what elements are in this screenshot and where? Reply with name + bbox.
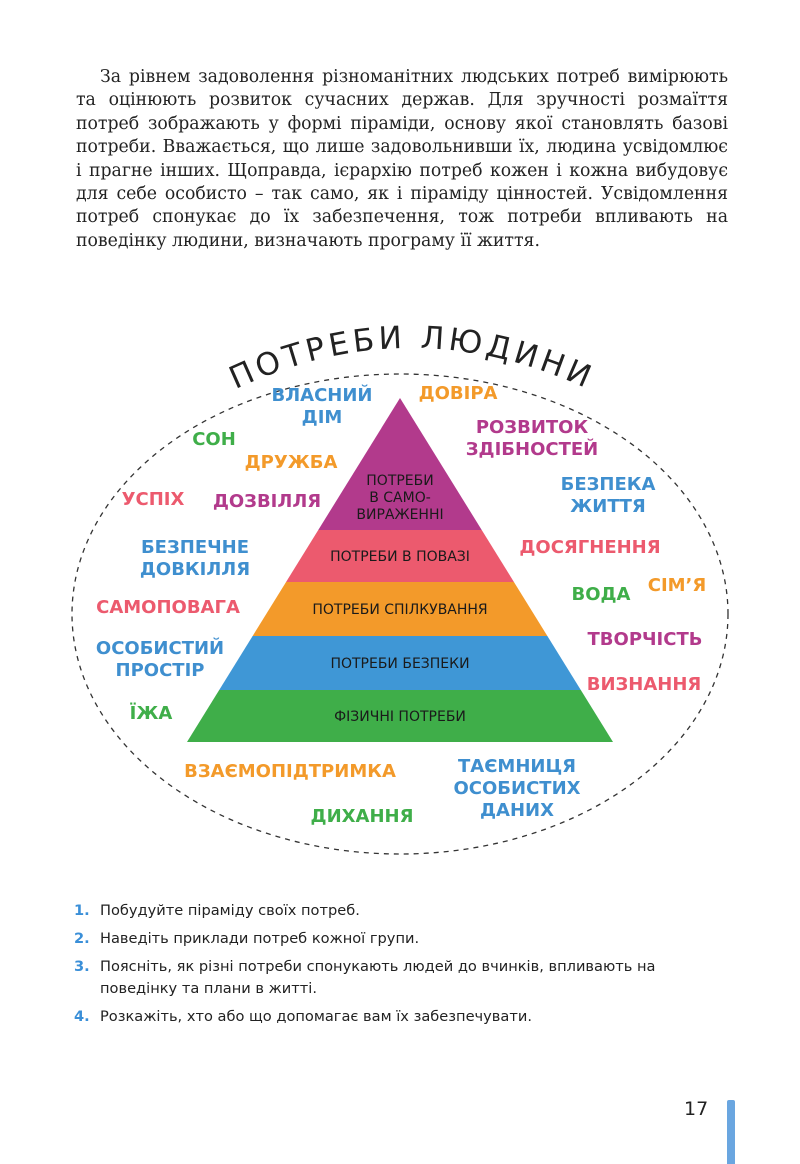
task-item	[74, 956, 728, 1000]
need-word: СОН	[192, 429, 236, 450]
task-item	[74, 1006, 728, 1028]
pyramid-tier-label: ПОТРЕБИ В САМО-ВИРАЖЕННІ	[356, 473, 444, 523]
task-number: 4.	[74, 1008, 90, 1025]
need-word: ВИЗНАННЯ	[586, 674, 702, 695]
need-word: ДОВІРА	[418, 383, 498, 404]
task-list	[74, 900, 728, 1034]
task-text: Поясніть, як різні потреби спонукають людей до вчинків, впливають на поведінку та плани в житті.	[100, 958, 656, 997]
need-word: РОЗВИТОК ЗДІБНОСТЕЙ	[465, 417, 599, 460]
task-number: 1.	[74, 902, 90, 919]
need-word: СІМ’Я	[647, 575, 707, 596]
figure-title: ПОТРЕБИ ЛЮДИНИ	[223, 319, 600, 397]
task-number: 2.	[74, 930, 90, 947]
task-number: 3.	[74, 958, 90, 975]
pyramid-tier-label: ПОТРЕБИ СПІЛКУВАННЯ	[312, 602, 488, 618]
need-word: ВЛАСНИЙ ДІМ	[271, 385, 373, 428]
need-word: БЕЗПЕЧНЕ ДОВКІЛЛЯ	[139, 537, 251, 580]
need-word: БЕЗПЕКА ЖИТТЯ	[560, 474, 656, 517]
page-accent-bar	[727, 1100, 735, 1164]
pyramid-tier-label: ПОТРЕБИ В ПОВАЗІ	[330, 549, 470, 565]
need-word: ДИХАННЯ	[310, 806, 414, 827]
need-word: ТВОРЧІСТЬ	[587, 629, 703, 650]
task-text: Наведіть приклади потреб кожної групи.	[100, 930, 420, 947]
need-word: ТАЄМНИЦЯ ОСОБИСТИХ ДАНИХ	[453, 756, 581, 821]
pyramid-tier-label: ПОТРЕБИ БЕЗПЕКИ	[330, 656, 470, 672]
need-word: УСПІХ	[121, 489, 185, 510]
need-word: ДОСЯГНЕННЯ	[519, 537, 661, 558]
task-item	[74, 900, 728, 922]
task-item	[74, 928, 728, 950]
need-word: ЇЖА	[129, 703, 173, 724]
need-word: ВЗАЄМОПІДТРИМКА	[184, 761, 396, 782]
task-text: Побудуйте піраміду своїх потреб.	[100, 902, 360, 919]
need-word: ДОЗВІЛЛЯ	[212, 491, 322, 512]
task-text: Розкажіть, хто або що допомагає вам їх забезпечувати.	[100, 1008, 532, 1025]
need-word: ДРУЖБА	[244, 452, 338, 473]
need-word: ОСОБИСТИЙ ПРОСТІР	[95, 638, 225, 681]
page-number: 17	[684, 1098, 709, 1120]
intro-paragraph: За рівнем задоволення різноманітних людських потреб вимірюють та оцінюють розвиток сучасних держав. Для зручності розмаїття потреб зображають у формі піраміди, основу якої становлять базові потреби. Вважається, що лише задовольнивши їх, людина усвідомлює і прагне інших. Щоправда, ієрархію потреб кожен і кожна вибудовує для себе особисто – так само, як і піраміду цінностей. Усвідомлення потреб спонукає до їх забезпечення, тож потреби впливають на поведінку людини, визначають програму її життя.	[76, 67, 728, 251]
pyramid-tier-label: ФІЗИЧНІ ПОТРЕБИ	[334, 709, 466, 725]
need-word: САМОПОВАГА	[96, 597, 240, 618]
need-word: ВОДА	[571, 584, 631, 605]
